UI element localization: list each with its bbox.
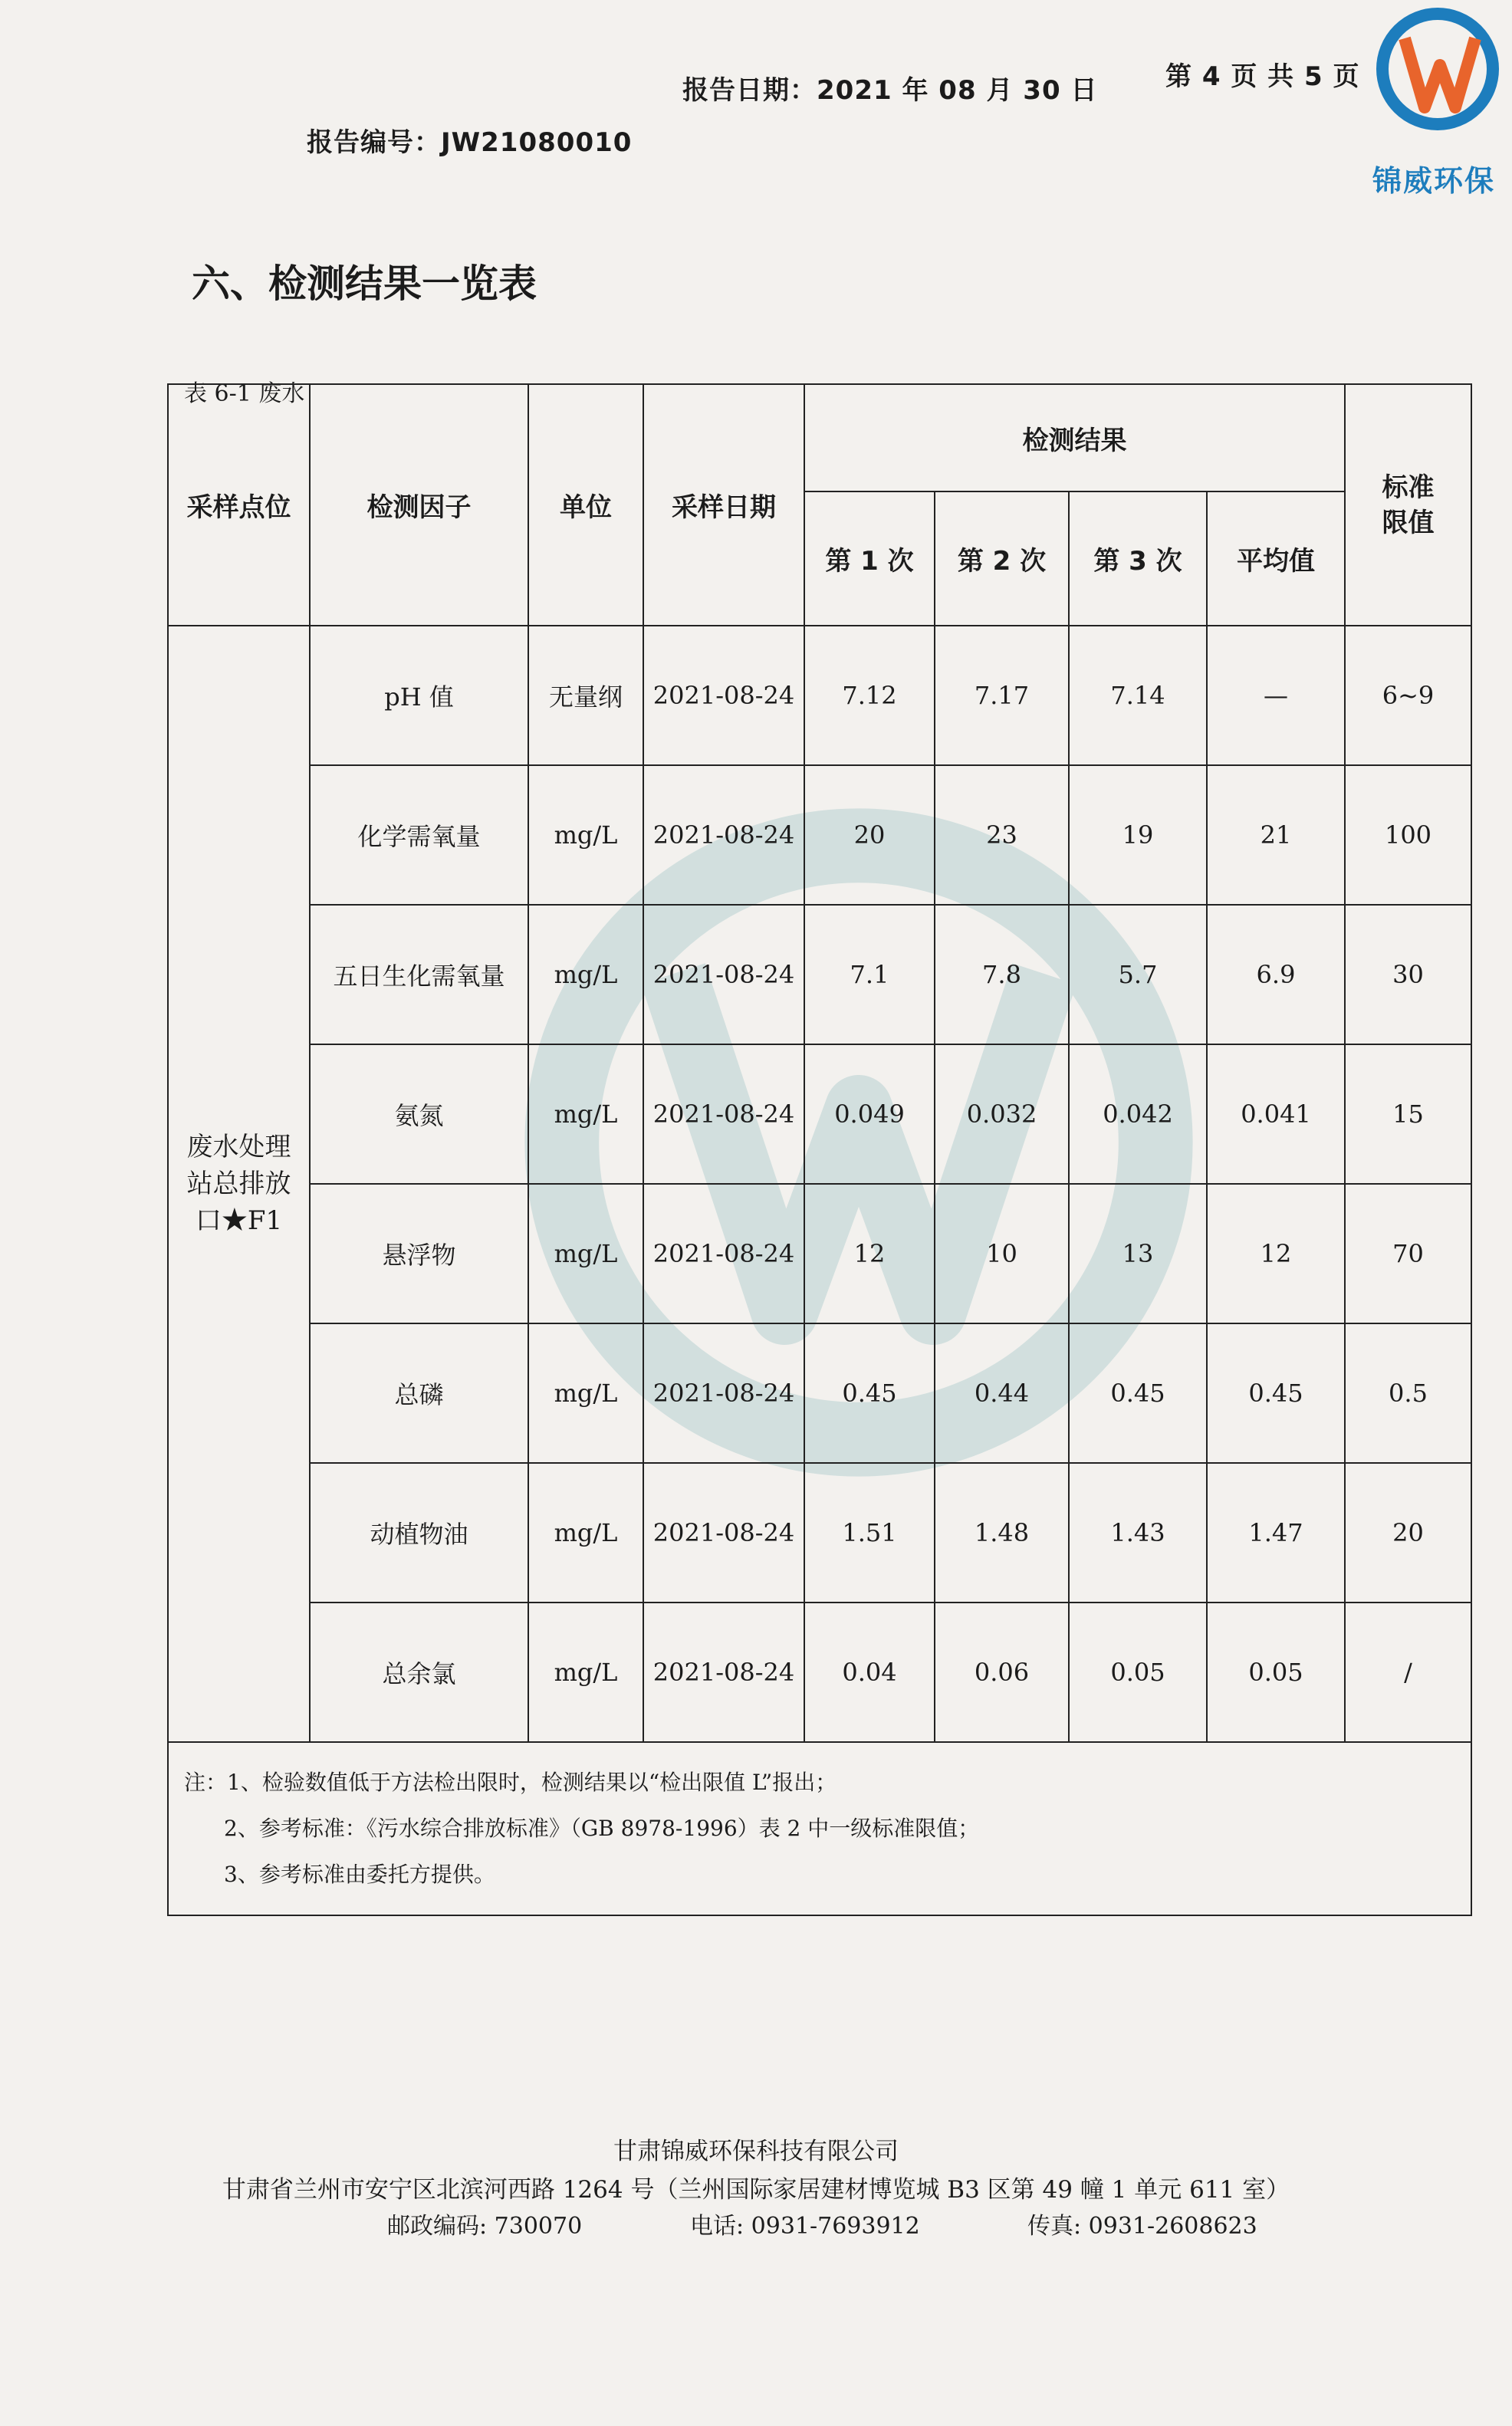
- average-cell: 0.041: [1207, 1044, 1345, 1184]
- run2-cell: 7.8: [935, 905, 1069, 1044]
- run3-cell: 0.042: [1069, 1044, 1207, 1184]
- unit-cell: 无量纲: [528, 626, 643, 765]
- site-line: 口★F1: [195, 1205, 283, 1236]
- run1-cell: 7.12: [804, 626, 935, 765]
- site-line: 废水处理: [186, 1132, 291, 1162]
- standard-cell: /: [1345, 1603, 1471, 1742]
- standard-cell: 0.5: [1345, 1323, 1471, 1463]
- average-cell: 0.45: [1207, 1323, 1345, 1463]
- average-cell: 12: [1207, 1184, 1345, 1323]
- footer-fax: 传真: 0931-2608623: [1027, 2213, 1257, 2240]
- header-date: 采样日期: [643, 384, 804, 626]
- run1-cell: 0.04: [804, 1603, 935, 1742]
- notes-row: [168, 1742, 1471, 1915]
- run2-cell: 0.032: [935, 1044, 1069, 1184]
- factor-cell: 动植物油: [310, 1463, 528, 1603]
- standard-cell: 100: [1345, 765, 1471, 905]
- note-line: 注：1、检验数值低于方法检出限时，检测结果以“检出限值 L”报出；: [184, 1770, 837, 1795]
- date-cell: 2021-08-24: [643, 765, 804, 905]
- results-table: [167, 383, 1472, 1916]
- footer-postcode: 邮政编码: 730070: [387, 2213, 583, 2240]
- note-line: 3、参考标准由委托方提供。: [224, 1862, 495, 1887]
- header-standard: [1345, 384, 1471, 626]
- factor-cell: 总余氯: [310, 1603, 528, 1742]
- header-factor: 检测因子: [310, 384, 528, 626]
- table-row: [168, 1463, 1471, 1603]
- run3-cell: 7.14: [1069, 626, 1207, 765]
- run1-cell: 0.45: [804, 1323, 935, 1463]
- average-cell: 1.47: [1207, 1463, 1345, 1603]
- unit-cell: mg/L: [528, 1184, 643, 1323]
- header-standard-line1: 标准: [1382, 472, 1435, 503]
- run1-cell: 0.049: [804, 1044, 935, 1184]
- header-row-1: [168, 384, 1471, 491]
- factor-cell: 化学需氧量: [310, 765, 528, 905]
- table-row: [168, 1603, 1471, 1742]
- header-results: 检测结果: [804, 384, 1345, 491]
- footer-company: 甘肃锦威环保科技有限公司: [613, 2138, 899, 2165]
- run2-cell: 0.06: [935, 1603, 1069, 1742]
- standard-cell: 70: [1345, 1184, 1471, 1323]
- unit-cell: mg/L: [528, 905, 643, 1044]
- footer-phone: 电话: 0931-7693912: [690, 2213, 920, 2240]
- unit-cell: mg/L: [528, 1603, 643, 1742]
- table-row: [168, 1184, 1471, 1323]
- date-cell: 2021-08-24: [643, 626, 804, 765]
- run2-cell: 10: [935, 1184, 1069, 1323]
- header-unit: 单位: [528, 384, 643, 626]
- unit-cell: mg/L: [528, 1044, 643, 1184]
- table-row: [168, 765, 1471, 905]
- logo-text: 锦威环保: [1372, 164, 1496, 198]
- table-row: [168, 1044, 1471, 1184]
- run2-cell: 7.17: [935, 626, 1069, 765]
- average-cell: 21: [1207, 765, 1345, 905]
- header-site: 采样点位: [168, 384, 310, 626]
- run1-cell: 12: [804, 1184, 935, 1323]
- run3-cell: 1.43: [1069, 1463, 1207, 1603]
- run1-cell: 7.1: [804, 905, 935, 1044]
- run3-cell: 0.05: [1069, 1603, 1207, 1742]
- date-cell: 2021-08-24: [643, 905, 804, 1044]
- run3-cell: 19: [1069, 765, 1207, 905]
- run2-cell: 1.48: [935, 1463, 1069, 1603]
- average-cell: —: [1207, 626, 1345, 765]
- run2-cell: 0.44: [935, 1323, 1069, 1463]
- section-title: 六、检测结果一览表: [192, 261, 537, 306]
- date-cell: 2021-08-24: [643, 1323, 804, 1463]
- unit-cell: mg/L: [528, 765, 643, 905]
- factor-cell: 五日生化需氧量: [310, 905, 528, 1044]
- run3-cell: 13: [1069, 1184, 1207, 1323]
- table-row: [168, 626, 1471, 765]
- average-cell: 6.9: [1207, 905, 1345, 1044]
- standard-cell: 15: [1345, 1044, 1471, 1184]
- average-cell: 0.05: [1207, 1603, 1345, 1742]
- table-caption: 表 6-1 废水: [184, 380, 305, 407]
- run1-cell: 20: [804, 765, 935, 905]
- site-line: 站总排放: [186, 1169, 291, 1199]
- header-run1: 第 1 次: [804, 491, 935, 626]
- standard-cell: 30: [1345, 905, 1471, 1044]
- date-cell: 2021-08-24: [643, 1184, 804, 1323]
- footer-address: 甘肃省兰州市安宁区北滨河西路 1264 号（兰州国际家居建材博览城 B3 区第 49 幢 1 单元 611 室）: [222, 2176, 1290, 2204]
- factor-cell: pH 值: [310, 626, 528, 765]
- standard-cell: 6~9: [1345, 626, 1471, 765]
- date-cell: 2021-08-24: [643, 1044, 804, 1184]
- header-run2: 第 2 次: [935, 491, 1069, 626]
- header-average: 平均值: [1207, 491, 1345, 626]
- table-row: [168, 905, 1471, 1044]
- run3-cell: 5.7: [1069, 905, 1207, 1044]
- report-number: 报告编号：JW21080010: [307, 127, 633, 158]
- standard-cell: 20: [1345, 1463, 1471, 1603]
- run1-cell: 1.51: [804, 1463, 935, 1603]
- header-run3: 第 3 次: [1069, 491, 1207, 626]
- factor-cell: 悬浮物: [310, 1184, 528, 1323]
- run2-cell: 23: [935, 765, 1069, 905]
- notes-cell: [168, 1742, 1471, 1915]
- factor-cell: 总磷: [310, 1323, 528, 1463]
- site-cell: [168, 626, 310, 1742]
- date-cell: 2021-08-24: [643, 1603, 804, 1742]
- note-line: 2、参考标准：《污水综合排放标准》（GB 8978-1996）表 2 中一级标准限值；: [224, 1816, 980, 1841]
- report-date: 报告日期：2021 年 08 月 30 日: [682, 75, 1098, 106]
- unit-cell: mg/L: [528, 1463, 643, 1603]
- factor-cell: 氨氮: [310, 1044, 528, 1184]
- date-cell: 2021-08-24: [643, 1463, 804, 1603]
- unit-cell: mg/L: [528, 1323, 643, 1463]
- table-row: [168, 1323, 1471, 1463]
- header-standard-line2: 限值: [1382, 507, 1435, 538]
- page-info: 第 4 页 共 5 页: [1165, 61, 1360, 92]
- run3-cell: 0.45: [1069, 1323, 1207, 1463]
